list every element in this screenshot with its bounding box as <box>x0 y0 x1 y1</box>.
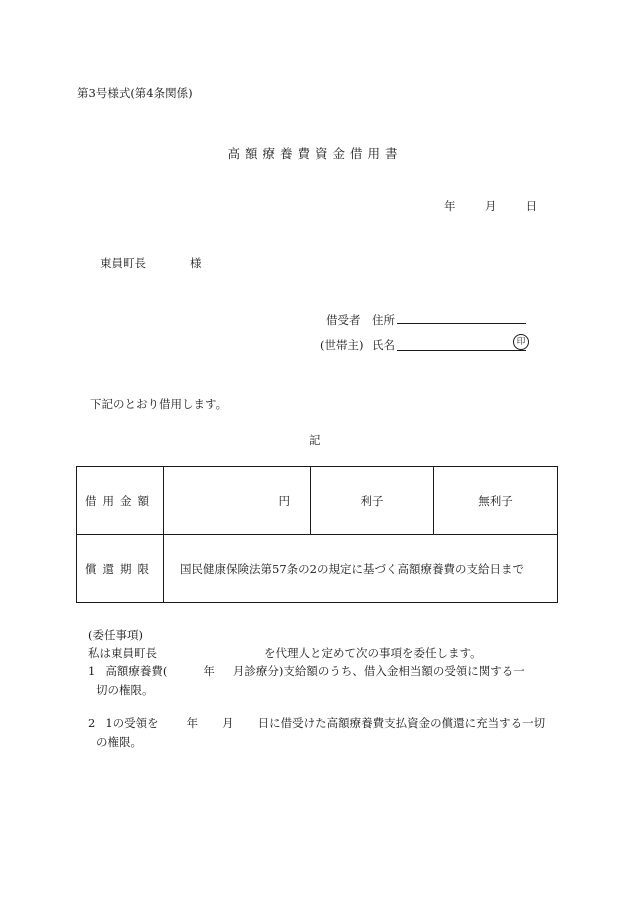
addressee <box>100 255 202 271</box>
ki-heading: 記 <box>309 433 321 447</box>
delegation-item-2-cont: の権限。 <box>96 735 142 749</box>
date-day: 日 <box>525 199 538 213</box>
due-label: 償還期限 <box>77 535 164 603</box>
intro-text: 下記のとおり借用します。 <box>90 397 228 411</box>
table-row-due <box>77 535 558 603</box>
delegation-item-1 <box>88 663 525 679</box>
borrower-label: 借受者 <box>326 313 361 327</box>
household-head-label: (世帯主) <box>320 338 364 352</box>
delegation-item-2 <box>88 715 545 731</box>
amount-yen-cell[interactable]: 円 <box>164 467 311 535</box>
document-title: 高額療養費資金借用書 <box>227 146 403 161</box>
delegation-item-1-cont: 切の権限。 <box>96 683 154 697</box>
name-label: 氏名 <box>372 338 395 352</box>
amount-label: 借用金額 <box>77 467 164 535</box>
item1-year: 年 <box>203 664 215 678</box>
seal-mark: 印 <box>513 334 529 350</box>
table-row-amount <box>77 467 558 535</box>
loan-table <box>76 466 558 603</box>
item2-text-b: 日に借受けた高額療養費支払資金の償還に充当する一切 <box>257 716 546 730</box>
item2-month: 月 <box>222 716 234 730</box>
delegation-statement <box>88 645 482 661</box>
addressee-name: 東員町長 <box>100 256 146 270</box>
due-value: 国民健康保険法第57条の2の規定に基づく高額療養費の支給日まで <box>164 535 558 603</box>
item2-text-a: 1の受領を <box>105 716 159 730</box>
date-year: 年 <box>444 199 456 213</box>
delegation-end: を代理人と定めて次の事項を委任します。 <box>264 646 482 660</box>
item1-number: 1 <box>88 664 96 678</box>
address-label: 住所 <box>372 313 395 327</box>
address-field-line[interactable] <box>397 323 526 324</box>
delegation-heading: (委任事項) <box>88 628 143 642</box>
item2-number: 2 <box>88 716 96 730</box>
item1-text-a: 高額療養費( <box>105 664 168 678</box>
form-number: 第3号様式(第4条関係) <box>77 86 193 100</box>
item2-year: 年 <box>186 716 199 730</box>
addressee-honorific: 様 <box>190 256 202 270</box>
item1-text-b: 月診療分)支給額のうち、借入金相当額の受領に関する一 <box>232 664 525 678</box>
interest-cell[interactable]: 利子 <box>311 467 434 535</box>
date-line <box>444 198 537 214</box>
name-field-line[interactable] <box>397 350 526 351</box>
no-interest-cell[interactable]: 無利子 <box>434 467 558 535</box>
delegation-start: 私は東員町長 <box>88 646 157 660</box>
date-month: 月 <box>484 199 497 213</box>
